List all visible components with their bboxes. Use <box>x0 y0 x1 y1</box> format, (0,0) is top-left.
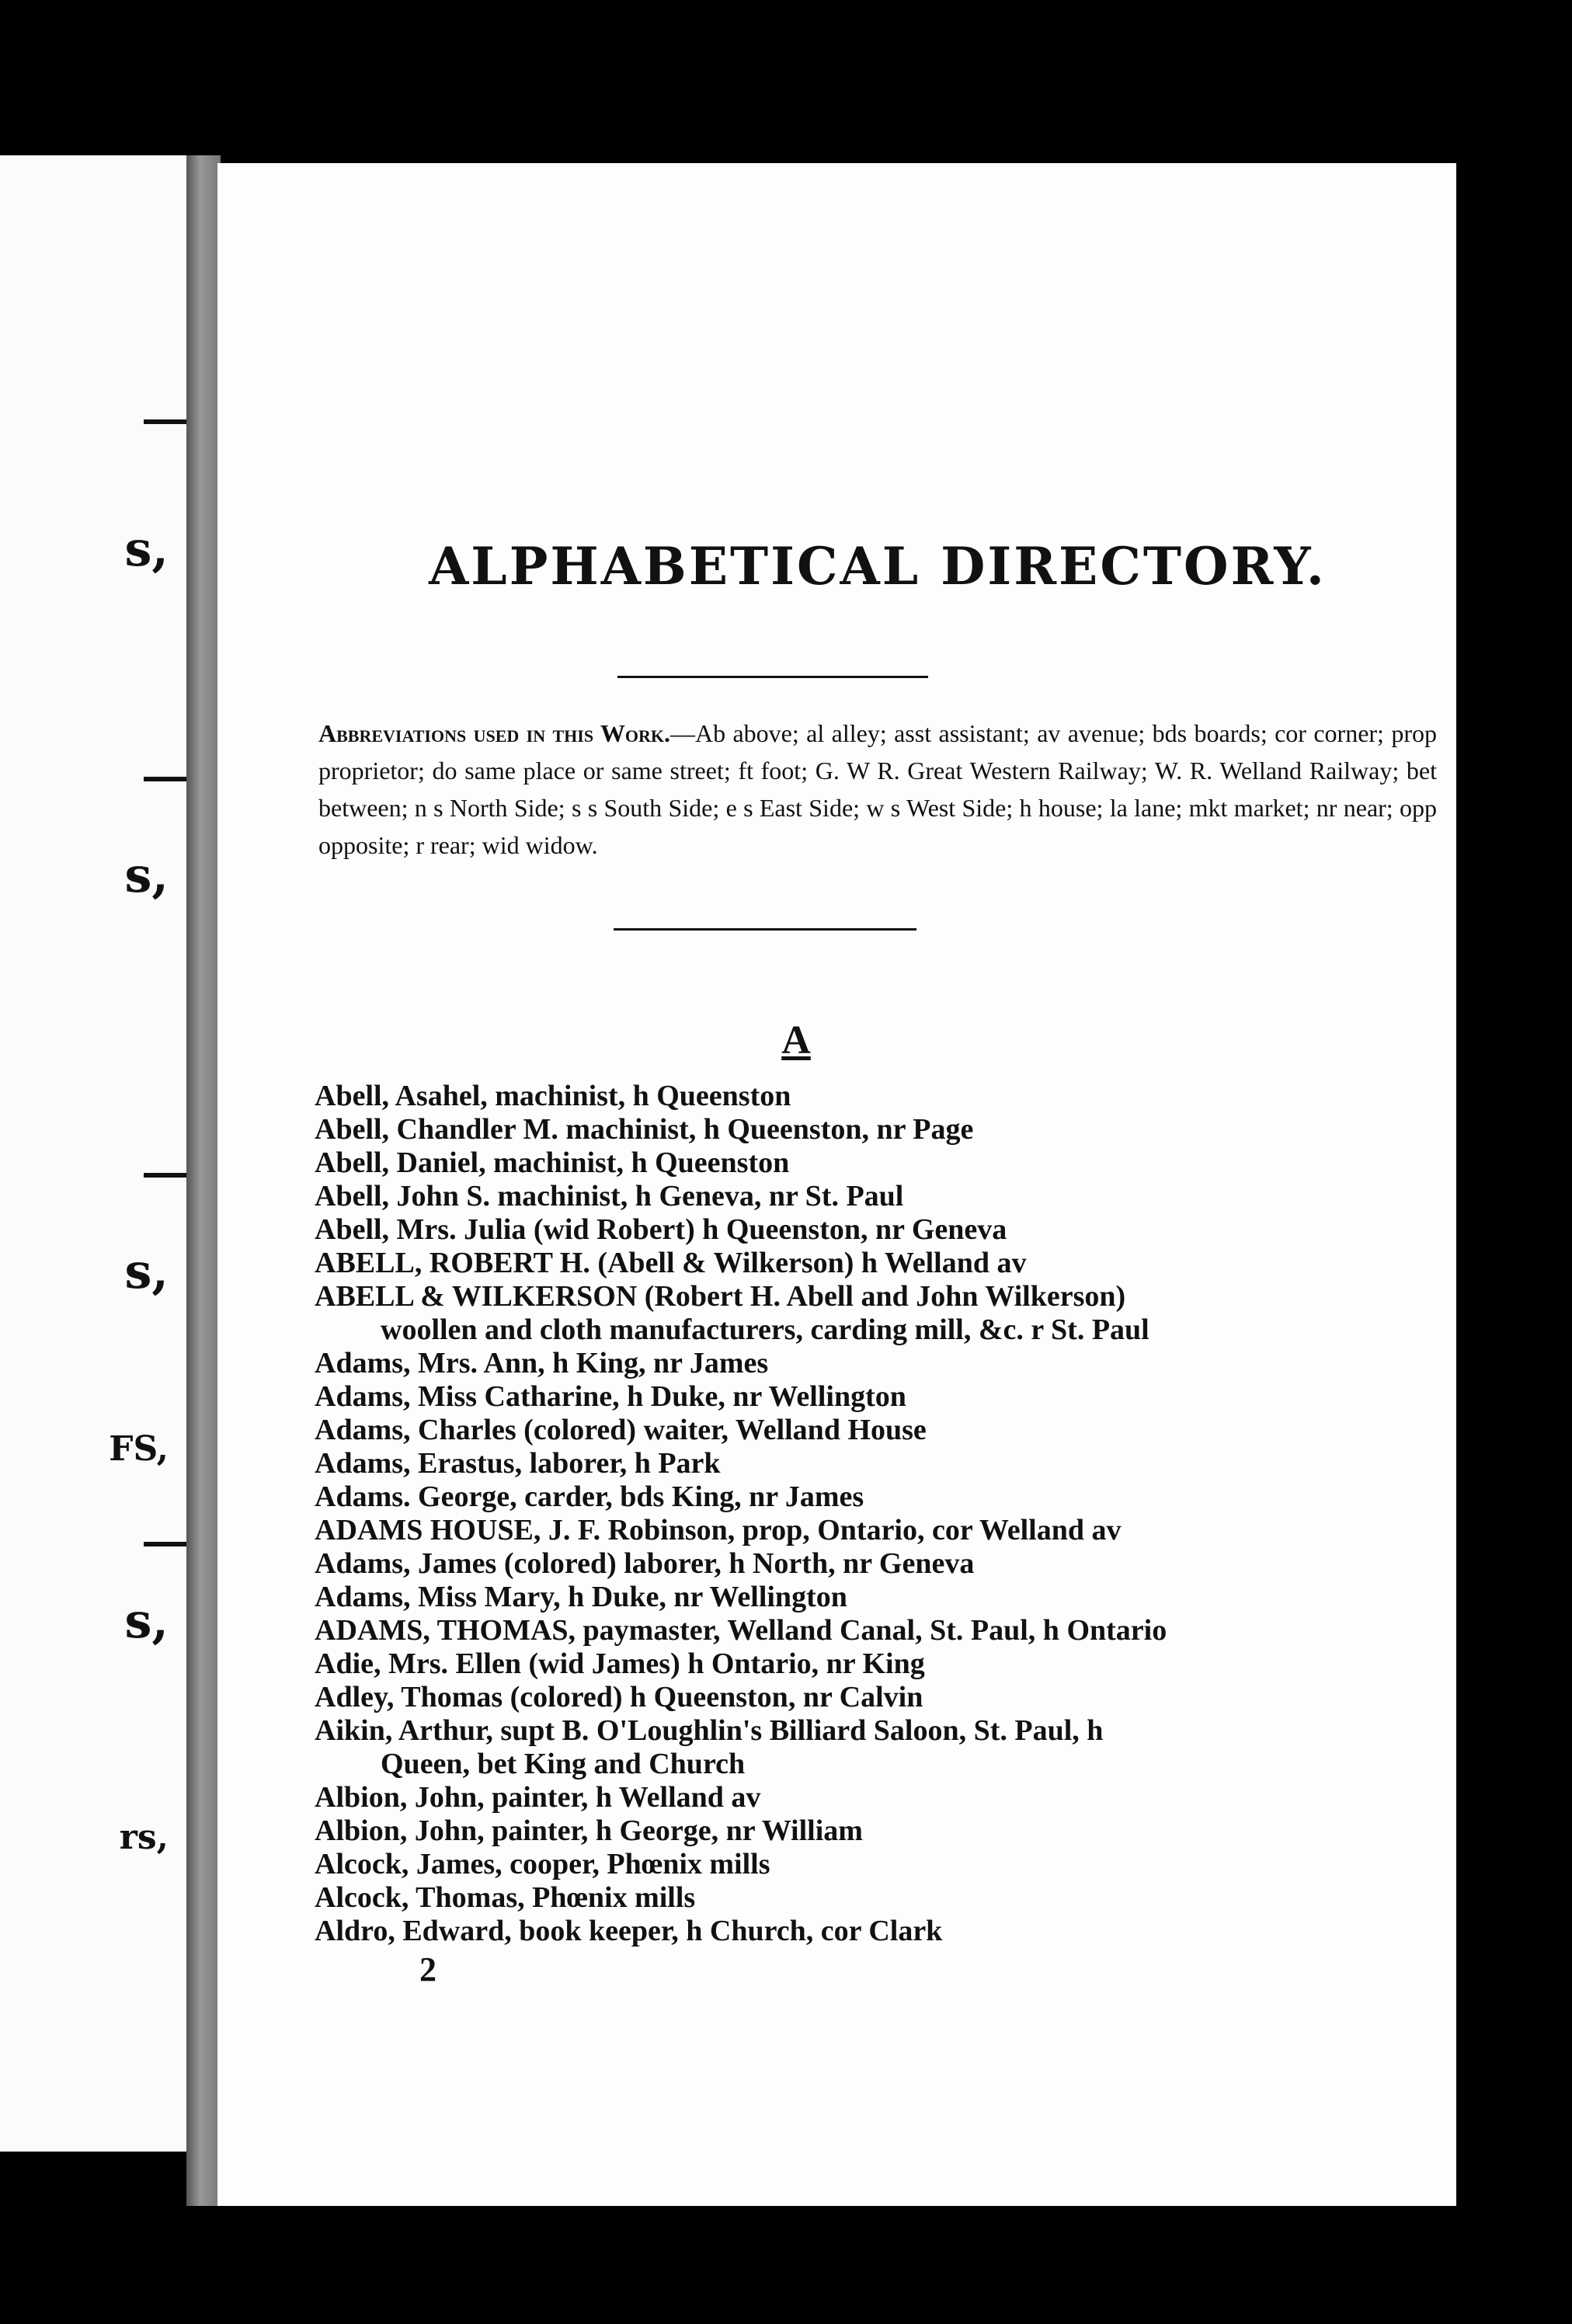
rule <box>144 1173 190 1178</box>
directory-entry-continuation: woollen and cloth manufacturers, carding mill, &c. r St. Paul <box>381 1313 1149 1346</box>
directory-entry: Aikin, Arthur, supt B. O'Loughlin's Billiard Saloon, St. Paul, h <box>315 1714 1104 1747</box>
book-spine-shadow <box>186 155 221 2206</box>
directory-entry: ADAMS, THOMAS, paymaster, Welland Canal, St. Paul, h Ontario <box>315 1614 1167 1647</box>
directory-entry: Abell, Chandler M. machinist, h Queenston, nr Page <box>315 1113 974 1146</box>
directory-entry: Abell, John S. machinist, h Geneva, nr St. Paul <box>315 1180 904 1212</box>
rule <box>144 777 190 781</box>
title-rule <box>617 676 928 678</box>
directory-entry: Abell, Mrs. Julia (wid Robert) h Queenston, nr Geneva <box>315 1213 1007 1246</box>
directory-entry-continuation: Queen, bet King and Church <box>381 1748 746 1780</box>
text-fragment: s, <box>124 520 169 577</box>
directory-entry: ADAMS HOUSE, J. F. Robinson, prop, Ontario, cor Welland av <box>315 1514 1122 1546</box>
directory-entry: Adams, Miss Catharine, h Duke, nr Wellington <box>315 1380 906 1413</box>
directory-entry: Adams, Miss Mary, h Duke, nr Wellington <box>315 1581 847 1613</box>
facing-page-fragment <box>0 155 190 2152</box>
directory-entry: Alcock, James, cooper, Phœnix mills <box>315 1848 770 1880</box>
page-number: 2 <box>419 1950 436 1988</box>
directory-entry: Adams, Charles (colored) waiter, Welland House <box>315 1414 927 1446</box>
directory-entry: Adley, Thomas (colored) h Queenston, nr Calvin <box>315 1681 923 1713</box>
abbreviations-paragraph <box>318 715 1437 864</box>
directory-page <box>217 163 1456 2206</box>
section-letter: A <box>781 1018 811 1063</box>
directory-entry: Adams, Erastus, laborer, h Park <box>315 1447 721 1480</box>
directory-entry: ABELL & WILKERSON (Robert H. Abell and John Wilkerson) <box>315 1280 1126 1313</box>
directory-entry: Adams, Mrs. Ann, h King, nr James <box>315 1347 769 1379</box>
directory-entry: Adams, James (colored) laborer, h North, nr Geneva <box>315 1547 975 1580</box>
abbreviations-text: —Ab above; al alley; asst assistant; av avenue; bds boards; cor corner; prop proprietor; do same place or same street; ft foot; G. W R. Great Western Railway; W. R. Welland Railway; bet between; n s North Side; s s South Side; e s East Side; w s West Side; h house; la lane; mkt market; nr near; opp opposite; r rear; wid widow. <box>318 719 1437 859</box>
section-rule <box>614 928 916 931</box>
directory-entry: Aldro, Edward, book keeper, h Church, cor Clark <box>315 1915 943 1947</box>
directory-entry: ABELL, ROBERT H. (Abell & Wilkerson) h Welland av <box>315 1247 1027 1279</box>
abbreviations-lead: Abbreviations used in this Work. <box>318 719 670 747</box>
directory-entry: Albion, John, painter, h George, nr William <box>315 1814 863 1847</box>
page-title: ALPHABETICAL DIRECTORY. <box>429 536 1327 597</box>
directory-entries <box>315 1080 1433 1948</box>
text-fragment: s, <box>124 1243 169 1299</box>
directory-entry: Adams. George, carder, bds King, nr James <box>315 1480 864 1513</box>
directory-entry: Adie, Mrs. Ellen (wid James) h Ontario, nr King <box>315 1647 925 1680</box>
rule <box>144 1542 190 1546</box>
text-fragment: rs, <box>119 1818 169 1857</box>
directory-entry: Abell, Asahel, machinist, h Queenston <box>315 1080 791 1112</box>
text-fragment: s, <box>124 847 169 903</box>
directory-entry: Alcock, Thomas, Phœnix mills <box>315 1881 696 1914</box>
directory-entry: Abell, Daniel, machinist, h Queenston <box>315 1146 790 1179</box>
rule <box>144 419 190 424</box>
directory-entry: Albion, John, painter, h Welland av <box>315 1781 761 1814</box>
text-fragment: FS, <box>109 1429 169 1469</box>
text-fragment: s, <box>124 1592 169 1649</box>
